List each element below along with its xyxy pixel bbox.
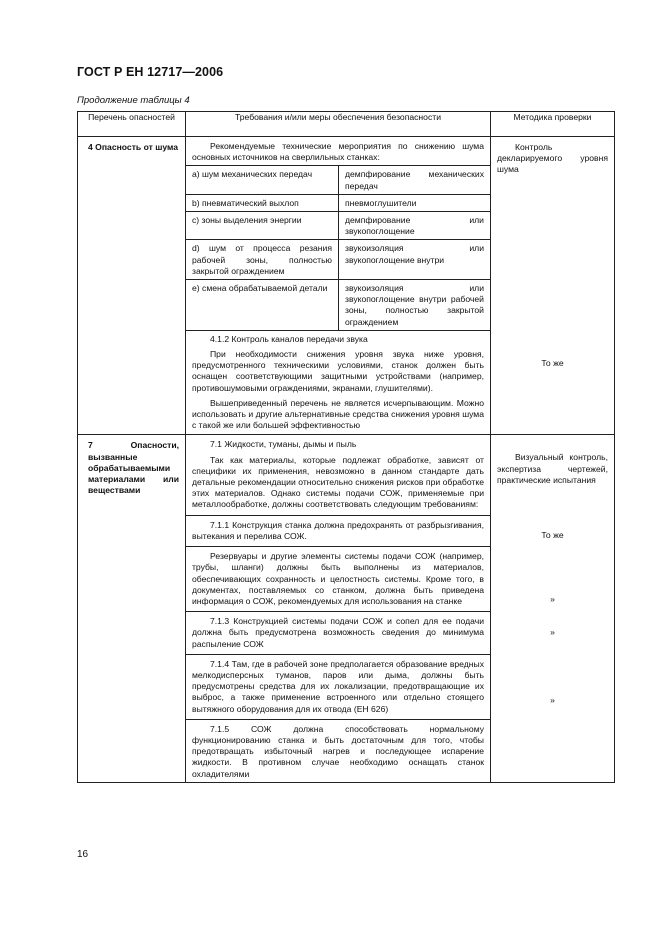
noise-measure: звукоизоляция или звукопоглощение внутри: [339, 240, 491, 280]
requirements-cell: [186, 435, 491, 782]
method-cell: [491, 435, 615, 782]
noise-measure: демпфирование или звукопоглощение: [339, 212, 491, 240]
page-number: 16: [77, 849, 89, 860]
clause-7-1-title: 7.1 Жидкости, туманы, дымы и пыль: [210, 439, 357, 450]
table-continuation-caption: Продолжение таблицы 4: [77, 95, 190, 106]
table-header-row: [78, 112, 615, 137]
method-ditto: »: [550, 627, 555, 638]
method-noise-declared: Контроль декларируемого уровня шума: [497, 142, 608, 175]
method-same: То же: [541, 530, 564, 541]
hazards-table: [77, 111, 615, 783]
clause-7-1-text: Так как материалы, которые подлежат обработке, зависят от специфики их применения, невозможно в данном стандарте дать детальные рекомендации относительно снижения рисков при обработке этих материалов. Однако системы подачи СОЖ, применяемые при металлообработке, должны соответствовать следующим требованиям:: [192, 454, 484, 510]
noise-measure: пневмоглушители: [339, 194, 491, 211]
hazard-cell: [78, 137, 186, 435]
hazard-cell: [78, 435, 186, 782]
clause-4-1-2-title: 4.1.2 Контроль каналов передачи звука: [210, 333, 368, 344]
document-title: ГОСТ Р ЕН 12717—2006: [77, 65, 224, 79]
noise-intro: Рекомендуемые технические мероприятия по снижению шума основных источников на сверлильных станках:: [192, 141, 484, 163]
noise-source: с) зоны выделения энергии: [186, 212, 339, 240]
hazard-materials: 7 Опасности, вызванные обрабатываемыми материалами или веществами: [88, 440, 179, 496]
method-same: То же: [541, 357, 564, 368]
method-ditto: »: [550, 594, 555, 605]
noise-source-row: [186, 166, 490, 194]
noise-source: b) пневматический выхлоп: [186, 194, 339, 211]
noise-measure: звукоизоляция или звукопоглощение внутри рабочей зоны, полностью закрытой ограждением: [339, 280, 491, 331]
clause-4-1-2-text: При необходимости снижения уровня звука ниже уровня, предусмотренного техническими условиями, станок должен быть оснащен соответствующими защитными устройствами (например, противошумовыми ограждениями, экранами, глушителями).: [192, 349, 484, 393]
requirements-cell: [186, 137, 491, 435]
clause-7-1-1: 7.1.1 Конструкция станка должна предохранять от разбрызгивания, вытекания и перелива СОЖ.: [186, 515, 490, 546]
method-ditto: »: [550, 694, 555, 705]
clause-7-1-4: 7.1.4 Там, где в рабочей зоне предполагается образование вредных мелкодисперсных туманов, паров или дыма, должны быть предусмотрены средства для их локализации, предотвращающие их выброс, а также применение встроенного или отдельно стоящего вытяжного оборудования для их отвода (ЕН 626): [186, 654, 490, 719]
noise-source: а) шум механических передач: [186, 166, 339, 194]
table-row-noise: [78, 137, 615, 435]
column-header-hazards: Перечень опасностей: [78, 112, 186, 137]
noise-source: е) смена обрабатываемой детали: [186, 280, 339, 331]
noise-source-row: [186, 194, 490, 211]
column-header-method: Методика проверки: [491, 112, 615, 137]
method-cell: [491, 137, 615, 435]
noise-source-row: [186, 212, 490, 240]
noise-source-row: [186, 280, 490, 331]
column-header-requirements: Требования и/или меры обеспечения безопасности: [186, 112, 491, 137]
method-visual-control: Визуальный контроль, экспертиза чертежей, практические испытания: [497, 452, 608, 485]
clause-reservoirs: Резервуары и другие элементы системы подачи СОЖ (например, трубы, шланги) должны быть выполнены из материалов, обеспечивающих сохранность и целостность системы. Кроме того, в документах, поставляемых со станком, должна быть приведена информация о СОЖ, рекомендуемых для использования на станке: [186, 546, 490, 611]
hazard-noise: 4 Опасность от шума: [88, 142, 179, 152]
clause-4-1-2-note: Вышеприведенный перечень не является исчерпывающим. Можно использовать и другие альтернативные средства снижения уровня шума с такой же или большей эффективностью: [192, 397, 484, 431]
noise-measure: демпфирование механических передач: [339, 166, 491, 194]
clause-7-1-5: 7.1.5 СОЖ должна способствовать нормальному функционированию станка и быть достаточным для того, чтобы предотвращать избыточный нагрев и последующее испарение жидкости. В противном случае необходимо оснащать станок охладителями: [186, 719, 490, 782]
noise-sources-table: [186, 165, 490, 330]
noise-source-row: [186, 240, 490, 280]
table-row-materials: [78, 435, 615, 782]
noise-source: d) шум от процесса резания рабочей зоны, полностью закрытой ограждением: [186, 240, 339, 280]
clause-7-1-3: 7.1.3 Конструкцией системы подачи СОЖ и сопел для ее подачи должна быть предусмотрена возможность сведения до минимума распыление СОЖ: [186, 611, 490, 654]
